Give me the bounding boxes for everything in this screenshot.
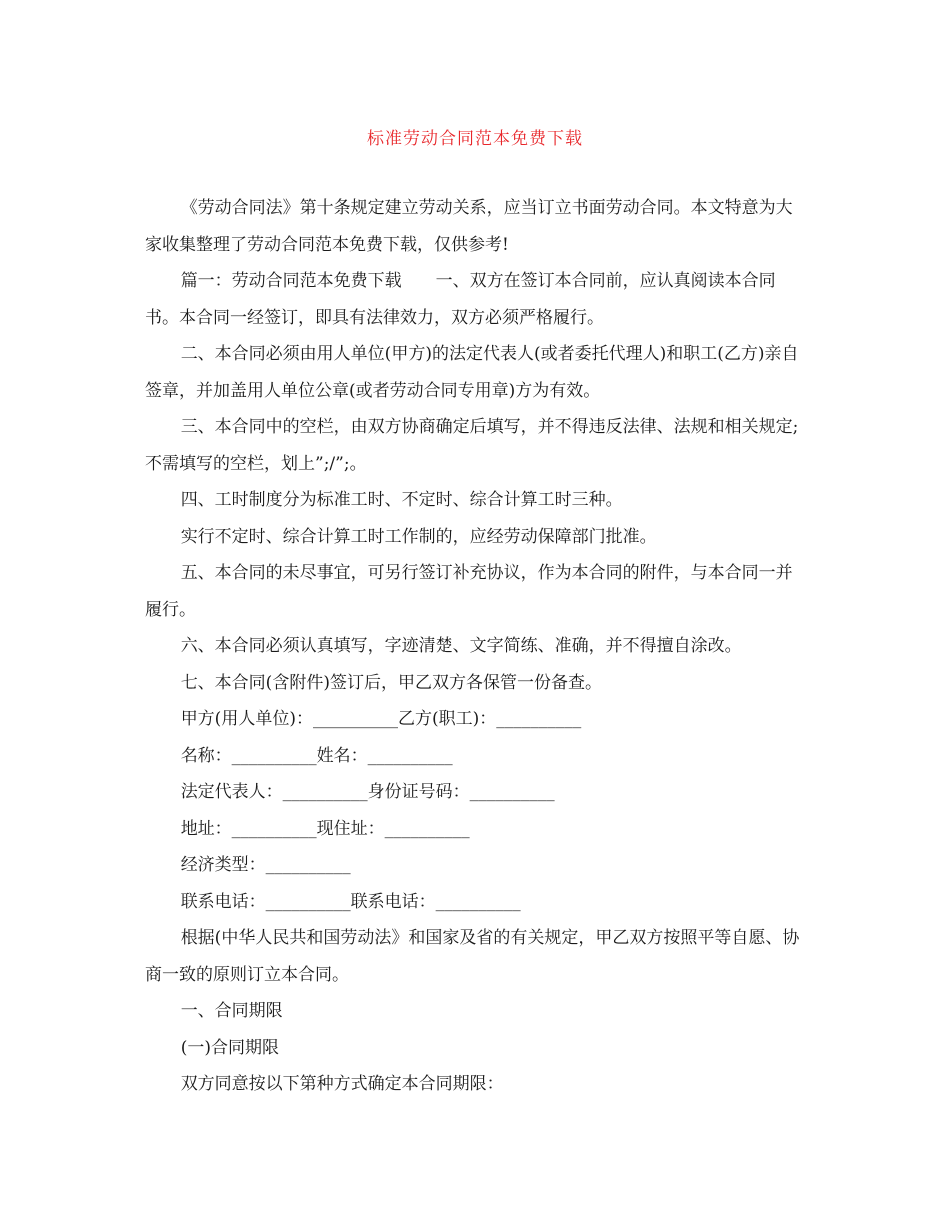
paragraph-clause-four-note: 实行不定时、综合计算工时工作制的，应经劳动保障部门批准。 bbox=[180, 526, 657, 547]
field-economic-type: 经济类型：__________ bbox=[180, 855, 351, 875]
field-address: 地址：__________现住址：__________ bbox=[180, 818, 470, 839]
field-legal-rep: 法定代表人：__________身份证号码：__________ bbox=[180, 782, 555, 802]
field-party-a-b: 甲方(用人单位)：__________乙方(职工)：__________ bbox=[180, 709, 582, 729]
paragraph-clause-seven: 七、本合同(含附件)签订后，甲乙双方各保管一份备查。 bbox=[180, 672, 602, 693]
heading-contract-term: 一、合同期限 bbox=[180, 1001, 283, 1021]
paragraph-term-method: 双方同意按以下第种方式确定本合同期限： bbox=[180, 1074, 504, 1094]
field-name: 名称：__________姓名：__________ bbox=[180, 745, 453, 766]
paragraph-clause-six: 六、本合同必须认真填写，字迹清楚、文字简练、准确，并不得擅自涂改。 bbox=[180, 636, 742, 656]
field-phone: 联系电话：__________联系电话：__________ bbox=[180, 891, 521, 912]
paragraph-clause-four: 四、工时制度分为标准工时、不定时、综合计算工时三种。 bbox=[180, 490, 623, 510]
document-title: 标准劳动合同范本免费下载 bbox=[367, 129, 583, 149]
document-body bbox=[145, 190, 805, 1103]
paragraph-clause-five: 五、本合同的未尽事宜，可另行签订补充协议，作为本合同的附件，与本合同一并履行。 bbox=[145, 563, 793, 620]
paragraph-intro: 《劳动合同法》第十条规定建立劳动关系，应当订立书面劳动合同。本文特意为大家收集整理了劳动合同范本免费下载，仅供参考! bbox=[145, 198, 793, 255]
paragraph-clause-three: 三、本合同中的空栏，由双方协商确定后填写，并不得违反法律、法规和相关规定;不需填写的空栏，划上”;/”;。 bbox=[145, 417, 799, 474]
paragraph-basis: 根据(中华人民共和国劳动法》和国家及省的有关规定，甲乙双方按照平等自愿、协商一致的原则订立本合同。 bbox=[145, 928, 800, 985]
paragraph-clause-two: 二、本合同必须由用人单位(甲方)的法定代表人(或者委托代理人)和职工(乙方)亲自签章，并加盖用人单位公章(或者劳动合同专用章)方为有效。 bbox=[145, 344, 799, 401]
subheading-contract-term: (一)合同期限 bbox=[180, 1037, 279, 1058]
paragraph-part-one: 篇一：劳动合同范本免费下载 一、双方在签订本合同前，应认真阅读本合同书。本合同一经签订，即具有法律效力，双方必须严格履行。 bbox=[145, 271, 776, 328]
